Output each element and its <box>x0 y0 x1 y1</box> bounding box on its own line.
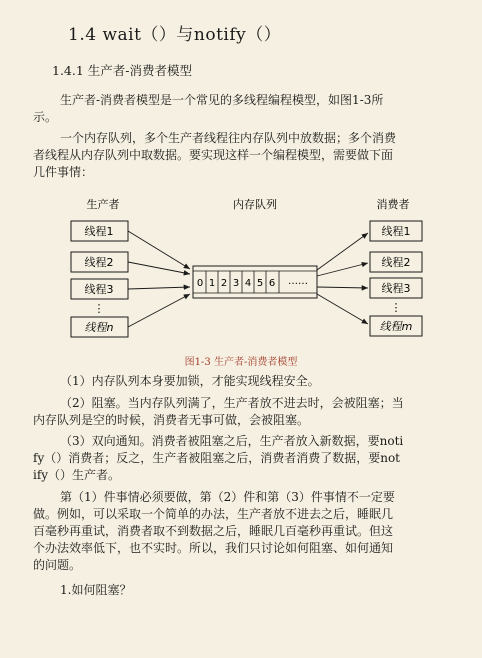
paragraph-blocking <box>33 395 465 429</box>
text-line: ify（）生产者。 <box>33 468 121 482</box>
text-line: 百毫秒再重试，消费者取不到数据之后，睡眠几百毫秒再重试。但这 <box>33 524 394 538</box>
consumer-thread-box <box>370 252 422 272</box>
producer-arrow <box>128 294 190 327</box>
consumer-header: 消费者 <box>376 198 410 211</box>
producer-thread-box <box>71 279 128 299</box>
producer-thread-label: 线程n <box>84 321 114 334</box>
queue-cell: 1 <box>208 278 216 289</box>
producer-consumer-diagram <box>0 190 482 350</box>
queue-cell: 5 <box>256 278 264 289</box>
text-line: 第（1）件事情必须要做，第（2）件和第（3）件事情不一定要 <box>60 490 395 504</box>
text-line: （1）内存队列本身要加锁，才能实现线程安全。 <box>60 374 320 388</box>
queue-cell: …… <box>288 276 308 287</box>
text-line: 示。 <box>33 110 58 124</box>
text-line: 的问题。 <box>33 558 82 572</box>
text-line: fy（）消费者；反之，生产者被阻塞之后，消费者消费了数据，要not <box>33 451 400 465</box>
queue-cell: 4 <box>244 278 252 289</box>
memory-queue <box>193 266 317 298</box>
text-line: 1.如何阻塞？ <box>60 583 132 597</box>
consumer-arrow <box>317 294 368 324</box>
text-line: （2）阻塞。当内存队列满了，生产者放不进去时，会被阻塞；当 <box>60 396 404 410</box>
producer-arrow <box>128 287 190 289</box>
producer-thread-label: 线程3 <box>84 283 114 296</box>
section-title: 1.4 wait（）与notify（） <box>68 25 282 45</box>
subsection-title: 1.4.1 生产者-消费者模型 <box>52 63 193 78</box>
queue-cell: 0 <box>196 278 204 289</box>
producer-header: 生产者 <box>86 198 120 211</box>
consumer-thread-box <box>370 221 422 241</box>
producer-thread-box <box>71 252 128 272</box>
consumer-arrow <box>317 233 368 270</box>
paragraph-discussion <box>33 489 465 574</box>
paragraph-notify <box>33 433 465 484</box>
figure-caption: 图1-3 生产者-消费者模型 <box>184 357 298 368</box>
consumer-thread-label: 线程m <box>379 320 413 333</box>
producer-thread-label: 线程2 <box>84 256 114 269</box>
queue-cell: 6 <box>268 278 276 289</box>
text-line: 者线程从内存队列中取数据。要实现这样一个编程模型，需要做下面 <box>33 148 394 162</box>
paragraph-intro <box>33 92 465 126</box>
text-line: 个办法效率低下，也不实时。所以，我们只讨论如何阻塞、如何通知 <box>33 541 394 555</box>
queue-cell: 3 <box>232 278 240 289</box>
text-line: 内存队列是空的时候，消费者无事可做，会被阻塞。 <box>33 413 310 427</box>
queue-cell: 2 <box>220 278 228 289</box>
consumer-thread-box <box>370 278 422 298</box>
consumer-ellipsis: ⋮ <box>390 301 402 314</box>
producer-ellipsis: ⋮ <box>93 302 105 315</box>
paragraph-requirements <box>33 130 465 181</box>
producer-thread-label: 线程1 <box>84 225 114 238</box>
consumer-arrow <box>317 287 368 288</box>
paragraph-lock <box>33 373 465 390</box>
queue-header: 内存队列 <box>233 198 277 211</box>
consumer-thread-label: 线程2 <box>381 256 411 269</box>
text-line: 一个内存队列，多个生产者线程往内存队列中放数据；多个消费 <box>60 131 397 145</box>
paragraph-heading-blocking <box>33 582 465 599</box>
text-line: 几件事情： <box>33 165 94 179</box>
producer-thread-box <box>71 221 128 241</box>
text-line: 生产者-消费者模型是一个常见的多线程编程模型，如图1-3所 <box>60 93 384 107</box>
consumer-thread-label: 线程1 <box>381 225 411 238</box>
consumer-thread-label: 线程3 <box>381 282 411 295</box>
text-line: 做。例如，可以采取一个简单的办法，生产者放不进去之后，睡眠几 <box>33 507 394 521</box>
producer-arrow <box>128 231 190 269</box>
consumer-thread-box <box>370 316 422 336</box>
producer-thread-box <box>71 317 128 337</box>
text-line: （3）双向通知。消费者被阻塞之后，生产者放入新数据，要noti <box>60 434 404 448</box>
